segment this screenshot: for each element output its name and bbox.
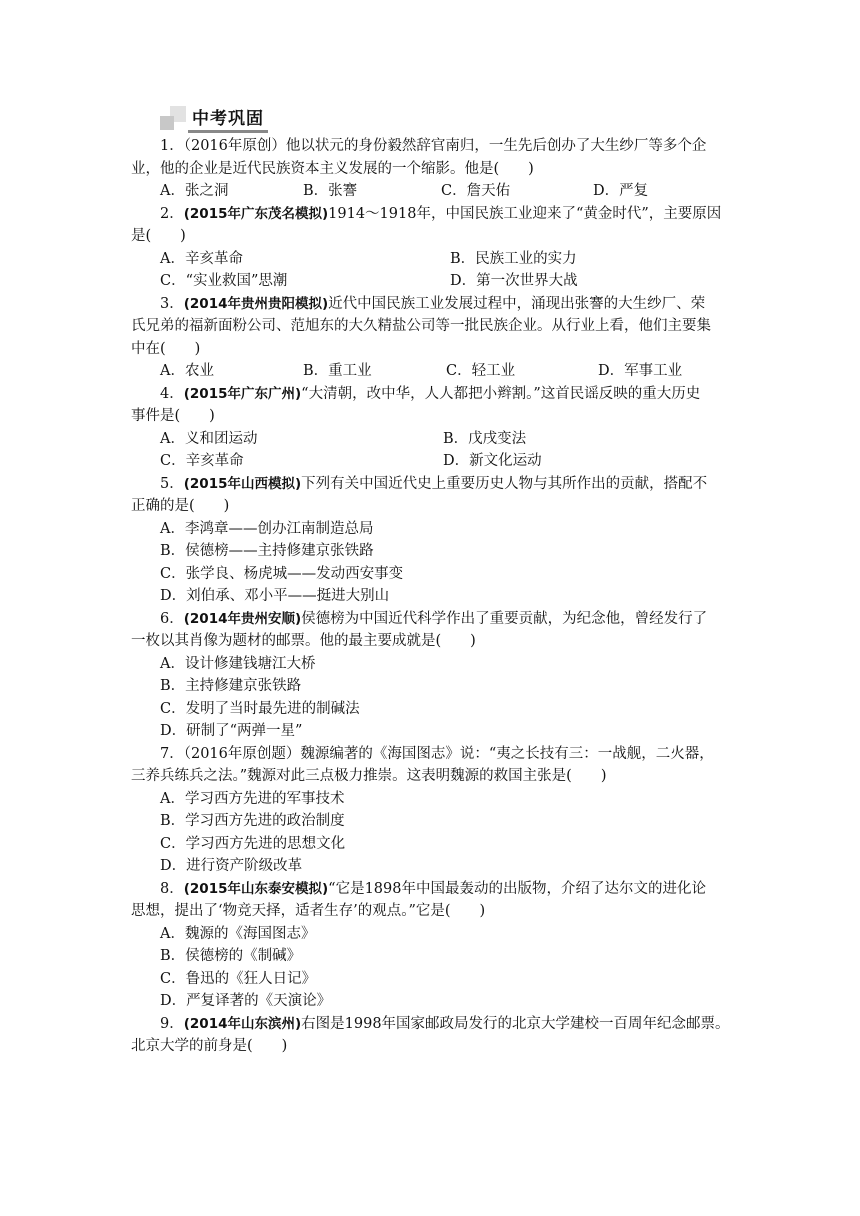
- question-number: 2．: [160, 205, 184, 222]
- option-b: B．重工业: [303, 363, 372, 379]
- question-7-option-c: C．学习西方先进的思想文化: [160, 835, 346, 852]
- question-7-line-2: 三养兵练兵之法。”魏源对此三点极力推崇。这表明魏源的救国主张是( ): [131, 768, 607, 784]
- question-text: 下列有关中国近代史上重要历史人物与其所作出的贡献，搭配不: [301, 475, 708, 492]
- option-d: D．新文化运动: [443, 453, 542, 469]
- question-6-line-1: [131, 608, 731, 631]
- question-9-line-2: 北京大学的前身是( ): [131, 1038, 288, 1054]
- option-b: B．张謇: [303, 183, 358, 199]
- question-source: (2015年山西模拟): [183, 475, 302, 492]
- option-c: C．辛亥革命: [160, 453, 244, 469]
- question-6-option-d: D．研制了“两弹一星”: [160, 723, 303, 739]
- option-c: C．“实业救国”思潮: [160, 273, 288, 289]
- option-c: C．詹天佑: [441, 183, 511, 199]
- option-b: B．戊戌变法: [443, 430, 527, 447]
- question-6-line-2: 一枚以其肖像为题材的邮票。他的最主要成就是( ): [131, 633, 476, 649]
- question-3-line-3: 中在( ): [131, 340, 201, 357]
- question-source: (2014年山东滨州): [183, 1015, 302, 1032]
- option-d: D．第一次世界大战: [450, 273, 578, 289]
- question-text: 1914～1918年，中国民族工业迎来了“黄金时代”，主要原因: [328, 205, 722, 222]
- question-3-line-1: [131, 293, 731, 316]
- question-5-line-2: 正确的是( ): [131, 498, 230, 514]
- question-5-option-d: D．刘伯承、邓小平——挺进大别山: [160, 588, 390, 604]
- question-text: 近代中国民族工业发展过程中，涌现出张謇的大生纱厂、荣: [328, 295, 706, 312]
- question-5-option-a: A．李鸿章——创办江南制造总局: [160, 520, 374, 537]
- question-source: (2014年贵州安顺): [183, 610, 302, 627]
- option-a: A．农业: [160, 363, 214, 379]
- option-a: A．张之洞: [160, 183, 229, 199]
- question-5-option-c: C．张学良、杨虎城——发动西安事变: [160, 565, 404, 582]
- question-9-line-1: [131, 1013, 731, 1036]
- section-header: [160, 104, 268, 133]
- question-1-line-2: 业，他的企业是近代民族资本主义发展的一个缩影。他是( ): [131, 160, 534, 177]
- section-title: 中考巩固: [188, 104, 268, 133]
- question-4-options-row-1: [131, 428, 731, 451]
- question-text: 右图是1998年国家邮政局发行的北京大学建校一百周年纪念邮票。: [301, 1015, 730, 1032]
- question-1-options: [131, 180, 731, 203]
- question-source: (2015年广东广州): [183, 385, 302, 402]
- option-a: A．义和团运动: [160, 430, 258, 447]
- question-4-line-2: 事件是( ): [131, 408, 215, 424]
- question-2-line-1: [131, 203, 731, 226]
- question-number: 8．: [160, 880, 184, 897]
- question-number: 4．: [160, 385, 184, 402]
- option-b: B．民族工业的实力: [450, 250, 577, 267]
- option-d: D．军事工业: [598, 363, 683, 379]
- question-6-option-a: A．设计修建钱塘江大桥: [160, 655, 316, 672]
- section-header-decoration: [160, 106, 190, 132]
- question-7-option-b: B．学习西方先进的政治制度: [160, 813, 345, 829]
- option-a: A．辛亥革命: [160, 250, 243, 267]
- question-text: “大清朝，改中华，人人都把小辫割。”这首民谣反映的重大历史: [301, 385, 701, 402]
- question-4-line-1: [131, 383, 731, 406]
- question-6-option-c: C．发明了当时最先进的制碱法: [160, 700, 360, 717]
- question-2-line-2: 是( ): [131, 228, 186, 244]
- question-8-option-a: A．魏源的《海国图志》: [160, 925, 316, 942]
- question-8-line-1: [131, 878, 731, 901]
- question-number: 9．: [160, 1015, 184, 1032]
- question-8-line-2: 思想，提出了‘物竞天择，适者生存’的观点。”它是( ): [131, 903, 486, 919]
- option-d: D．严复: [593, 183, 649, 199]
- question-4-options-row-2: [131, 450, 731, 473]
- question-7-option-a: A．学习西方先进的军事技术: [160, 790, 345, 807]
- question-8-option-b: B．侯德榜的《制碱》: [160, 948, 302, 964]
- question-number: 6．: [160, 610, 184, 627]
- question-2-options-row-1: [131, 248, 731, 271]
- question-text: “它是1898年中国最轰动的出版物，介绍了达尔文的进化论: [328, 880, 706, 897]
- question-source: (2015年广东茂名模拟): [183, 205, 329, 222]
- question-2-options-row-2: [131, 270, 731, 293]
- question-text: 侯德榜为中国近代科学作出了重要贡献，为纪念他，曾经发行了: [301, 610, 708, 627]
- question-number: 3．: [160, 295, 184, 312]
- question-5-option-b: B．侯德榜——主持修建京张铁路: [160, 543, 374, 559]
- question-7-option-d: D．进行资产阶级改革: [160, 858, 303, 874]
- option-c: C．轻工业: [446, 363, 516, 379]
- question-7-line-1: 7．（2016年原创题）魏源编著的《海国图志》说：“夷之长技有三：一战舰，二火器，: [160, 745, 714, 762]
- question-list: [131, 135, 731, 1058]
- question-8-option-c: C．鲁迅的《狂人日记》: [160, 970, 317, 987]
- question-number: 5．: [160, 475, 184, 492]
- question-3-options: [131, 360, 731, 383]
- question-source: (2014年贵州贵阳模拟): [183, 295, 329, 312]
- question-5-line-1: [131, 473, 731, 496]
- question-3-line-2: 氏兄弟的福新面粉公司、范旭东的大久精盐公司等一批民族企业。从行业上看，他们主要集: [131, 318, 711, 334]
- question-source: (2015年山东泰安模拟): [183, 880, 329, 897]
- question-1-line-1: 1．（2016年原创）他以状元的身份毅然辞官南归，一生先后创办了大生纱厂等多个企: [160, 138, 707, 154]
- question-6-option-b: B．主持修建京张铁路: [160, 678, 302, 694]
- question-8-option-d: D．严复译著的《天演论》: [160, 993, 332, 1009]
